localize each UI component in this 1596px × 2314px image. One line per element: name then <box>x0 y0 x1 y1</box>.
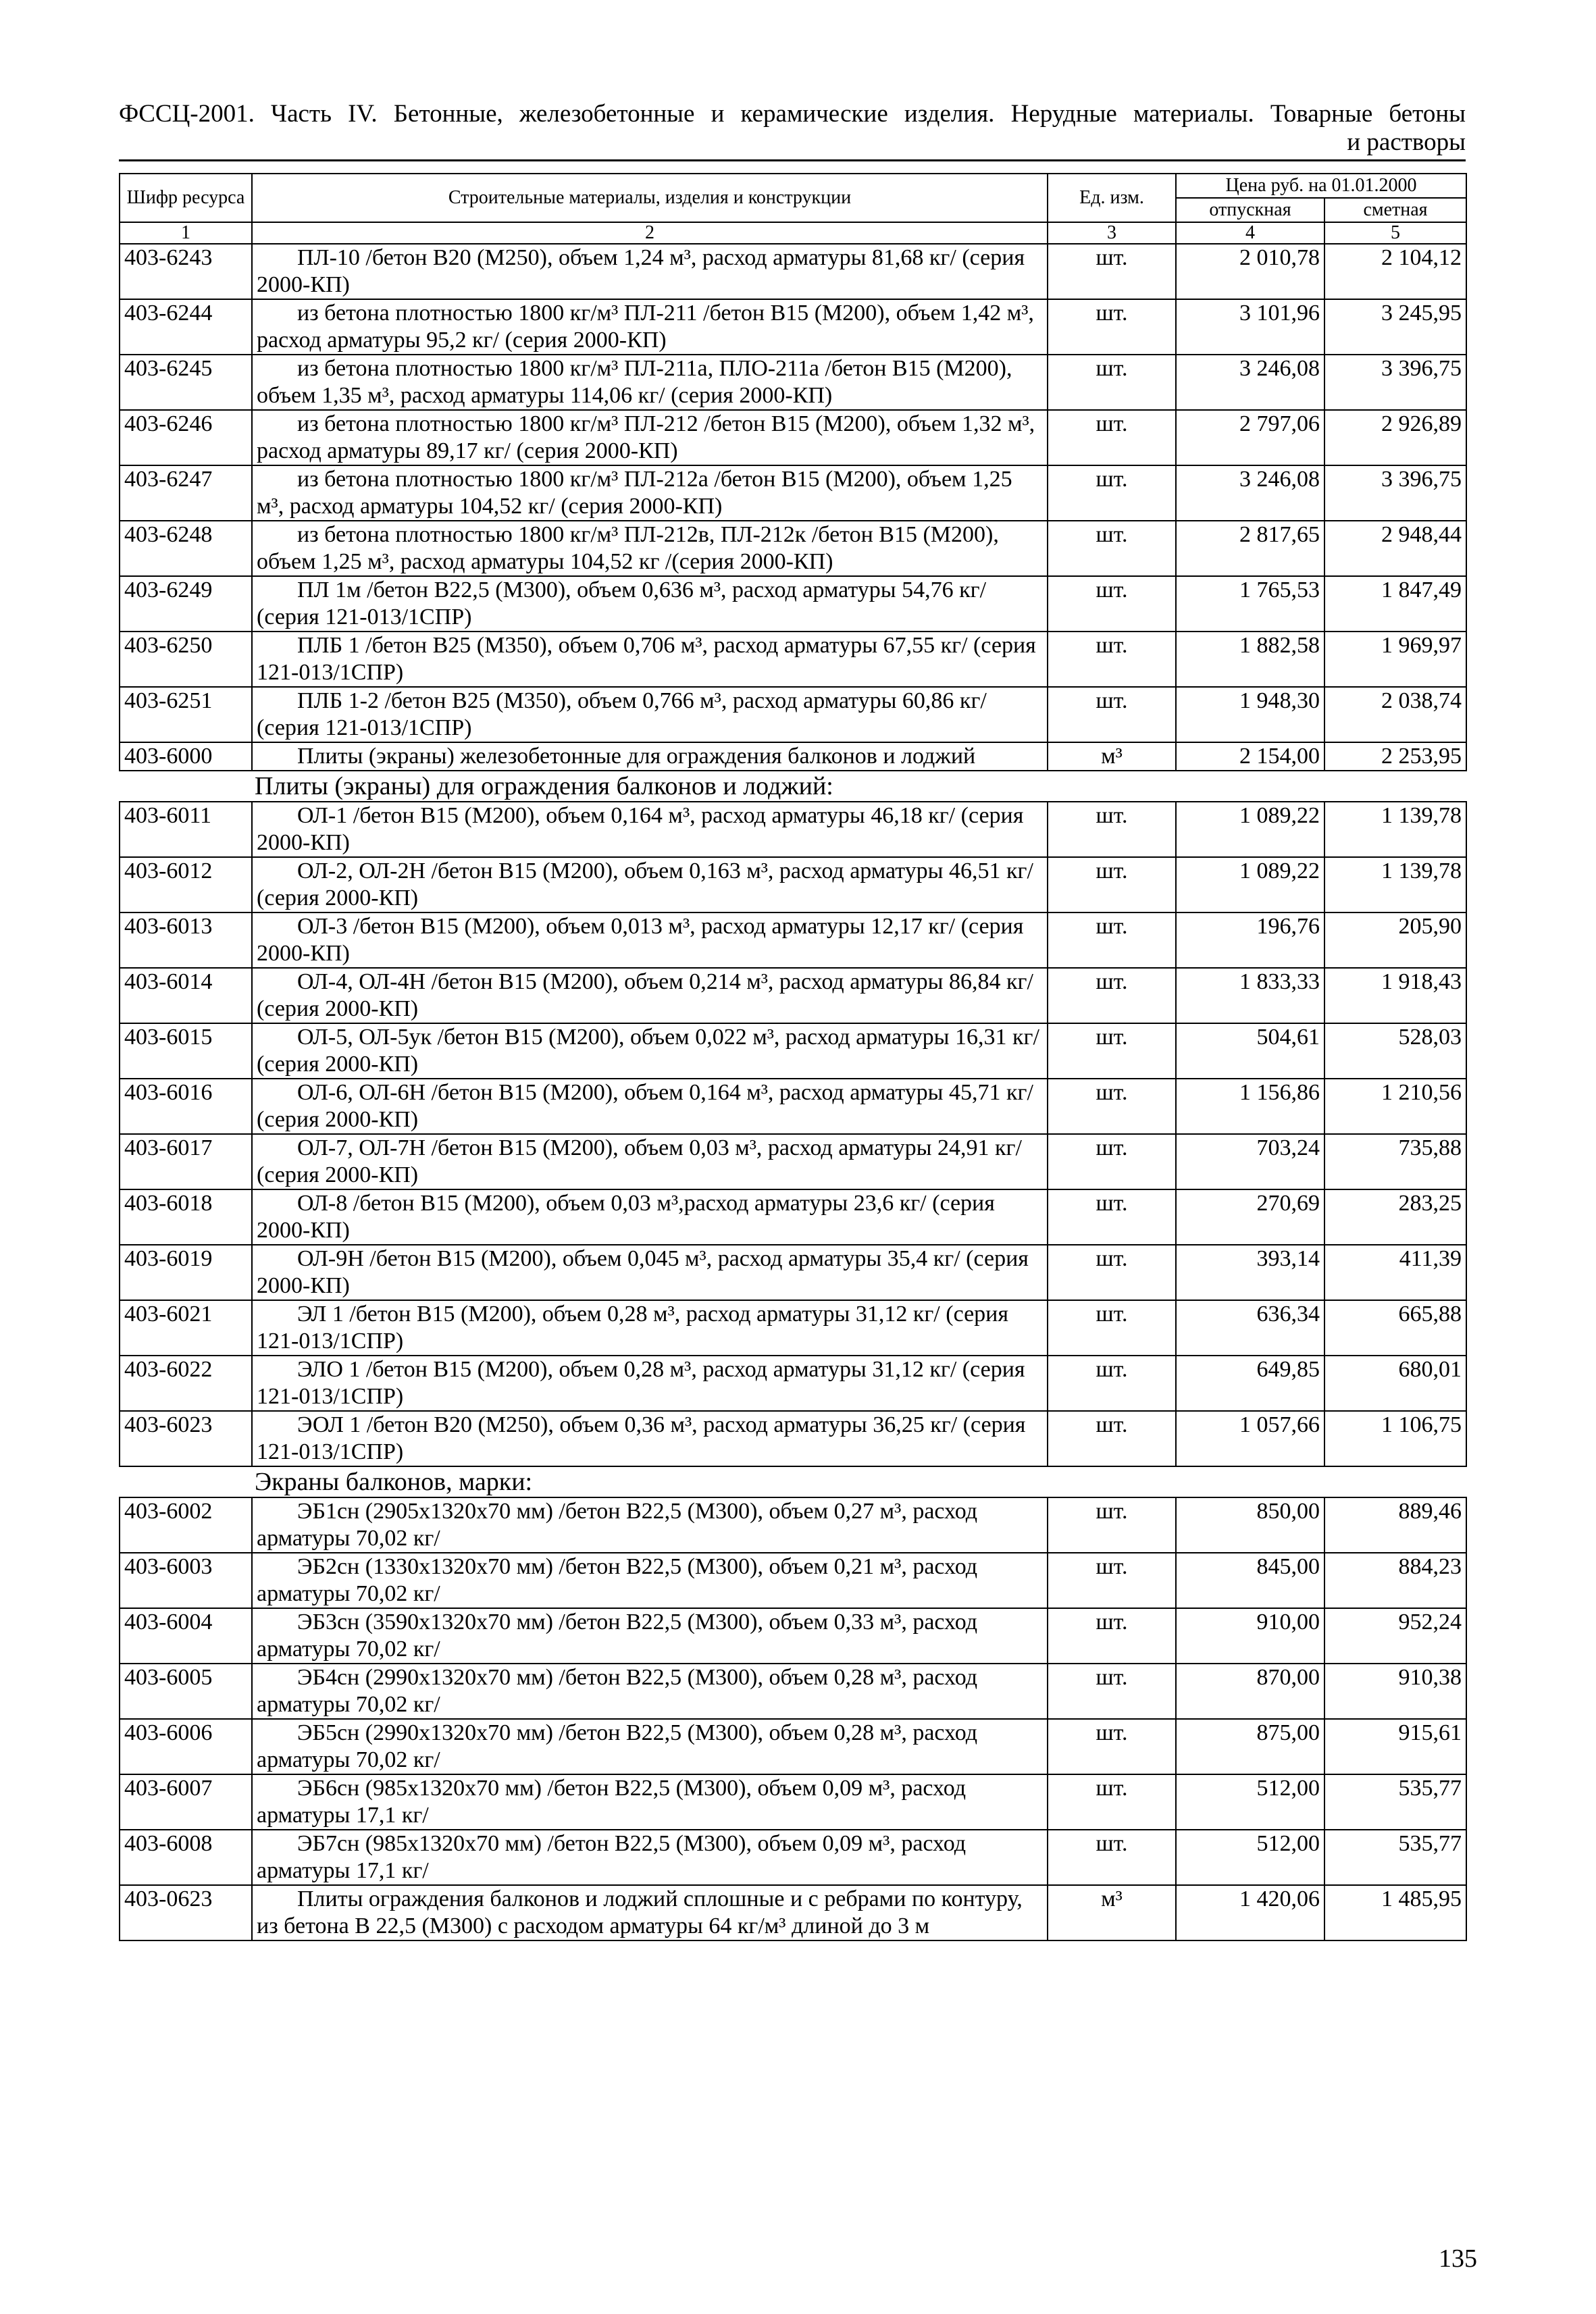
column-header-code: Шифр ресурса <box>120 174 252 222</box>
unit-cell: шт. <box>1048 1023 1176 1079</box>
resource-code-cell: 403-6248 <box>120 521 252 576</box>
unit-cell: шт. <box>1048 1774 1176 1830</box>
unit-cell: шт. <box>1048 576 1176 632</box>
table-row <box>120 244 1466 299</box>
table-row <box>120 1079 1466 1134</box>
release-price-cell: 1 089,22 <box>1176 857 1324 912</box>
resource-code-cell: 403-6249 <box>120 576 252 632</box>
table-row <box>120 1774 1466 1830</box>
resource-code-cell: 403-6023 <box>120 1411 252 1466</box>
estimate-price-cell: 1 210,56 <box>1324 1079 1466 1134</box>
resource-code-cell: 403-6015 <box>120 1023 252 1079</box>
release-price-cell: 2 797,06 <box>1176 410 1324 465</box>
table-row <box>120 632 1466 687</box>
resource-code-cell: 403-6247 <box>120 465 252 521</box>
estimate-price-cell: 528,03 <box>1324 1023 1466 1079</box>
table-row <box>120 912 1466 968</box>
description-cell: ЭБ3сн (3590х1320х70 мм) /бетон В22,5 (М300), объем 0,33 м³, расход арматуры 70,02 кг/ <box>252 1608 1048 1664</box>
resource-code-cell: 403-6018 <box>120 1189 252 1245</box>
resource-code-cell: 403-6000 <box>120 742 252 771</box>
page-number: 135 <box>1439 2244 1477 2273</box>
release-price-cell: 2 817,65 <box>1176 521 1324 576</box>
table-row <box>120 410 1466 465</box>
description-cell: из бетона плотностью 1800 кг/м³ ПЛ-211 /бетон В15 (М200), объем 1,42 м³, расход арматуры 95,2 кг/ (серия 2000-КП) <box>252 299 1048 355</box>
table-row <box>120 1664 1466 1719</box>
resource-code-cell: 403-6246 <box>120 410 252 465</box>
unit-cell: шт. <box>1048 802 1176 857</box>
estimate-price-cell: 1 139,78 <box>1324 857 1466 912</box>
description-cell: ОЛ-6, ОЛ-6Н /бетон В15 (М200), объем 0,164 м³, расход арматуры 45,71 кг/ (серия 2000-КП) <box>252 1079 1048 1134</box>
release-price-cell: 270,69 <box>1176 1189 1324 1245</box>
table-row <box>120 687 1466 742</box>
estimate-price-cell: 680,01 <box>1324 1356 1466 1411</box>
description-cell: Плиты ограждения балконов и лоджий сплошные и с ребрами по контуру, из бетона В 22,5 (М300) с расходом арматуры 64 кг/м³ длиной до 3 м <box>252 1885 1048 1940</box>
section-heading-row <box>120 771 1466 802</box>
estimate-price-cell: 1 969,97 <box>1324 632 1466 687</box>
unit-cell: шт. <box>1048 410 1176 465</box>
unit-cell: шт. <box>1048 1608 1176 1664</box>
estimate-price-cell: 735,88 <box>1324 1134 1466 1189</box>
release-price-cell: 3 246,08 <box>1176 355 1324 410</box>
column-header-description: Строительные материалы, изделия и конструкции <box>252 174 1048 222</box>
description-cell: ОЛ-7, ОЛ-7Н /бетон В15 (М200), объем 0,03 м³, расход арматуры 24,91 кг/ (серия 2000-КП) <box>252 1134 1048 1189</box>
unit-cell: шт. <box>1048 968 1176 1023</box>
table-row <box>120 742 1466 771</box>
table-row <box>120 465 1466 521</box>
section-heading: Экраны балконов, марки: <box>120 1466 1466 1497</box>
estimate-price-cell: 910,38 <box>1324 1664 1466 1719</box>
resource-code-cell: 403-6021 <box>120 1300 252 1356</box>
description-cell: ЭБ5сн (2990х1320х70 мм) /бетон В22,5 (М300), объем 0,28 м³, расход арматуры 70,02 кг/ <box>252 1719 1048 1774</box>
table-row <box>120 857 1466 912</box>
release-price-cell: 2 154,00 <box>1176 742 1324 771</box>
unit-cell: шт. <box>1048 299 1176 355</box>
resource-code-cell: 403-6007 <box>120 1774 252 1830</box>
description-cell: Плиты (экраны) железобетонные для ограждения балконов и лоджий <box>252 742 1048 771</box>
resource-code-cell: 403-6019 <box>120 1245 252 1300</box>
release-price-cell: 910,00 <box>1176 1608 1324 1664</box>
release-price-cell: 1 765,53 <box>1176 576 1324 632</box>
estimate-price-cell: 1 485,95 <box>1324 1885 1466 1940</box>
estimate-price-cell: 535,77 <box>1324 1774 1466 1830</box>
release-price-cell: 1 882,58 <box>1176 632 1324 687</box>
description-cell: ПЛ 1м /бетон В22,5 (М300), объем 0,636 м³, расход арматуры 54,76 кг/ (серия 121-013/1СПР) <box>252 576 1048 632</box>
description-cell: ПЛБ 1-2 /бетон В25 (М350), объем 0,766 м³, расход арматуры 60,86 кг/ (серия 121-013/1СПР) <box>252 687 1048 742</box>
estimate-price-cell: 3 396,75 <box>1324 465 1466 521</box>
estimate-price-cell: 1 918,43 <box>1324 968 1466 1023</box>
table-row <box>120 1245 1466 1300</box>
estimate-price-cell: 411,39 <box>1324 1245 1466 1300</box>
description-cell: ОЛ-5, ОЛ-5ук /бетон В15 (М200), объем 0,022 м³, расход арматуры 16,31 кг/ (серия 2000-КП) <box>252 1023 1048 1079</box>
release-price-cell: 850,00 <box>1176 1497 1324 1553</box>
unit-cell: шт. <box>1048 632 1176 687</box>
resource-code-cell: 403-6002 <box>120 1497 252 1553</box>
release-price-cell: 3 101,96 <box>1176 299 1324 355</box>
table-row <box>120 355 1466 410</box>
unit-cell: шт. <box>1048 912 1176 968</box>
description-cell: ОЛ-4, ОЛ-4Н /бетон В15 (М200), объем 0,214 м³, расход арматуры 86,84 кг/ (серия 2000-КП) <box>252 968 1048 1023</box>
description-cell: из бетона плотностью 1800 кг/м³ ПЛ-212а /бетон В15 (М200), объем 1,25 м³, расход арматуры 104,52 кг/ (серия 2000-КП) <box>252 465 1048 521</box>
description-cell: из бетона плотностью 1800 кг/м³ ПЛ-212 /бетон В15 (М200), объем 1,32 м³, расход арматуры 89,17 кг/ (серия 2000-КП) <box>252 410 1048 465</box>
unit-cell: шт. <box>1048 1245 1176 1300</box>
table-row <box>120 968 1466 1023</box>
unit-cell: шт. <box>1048 1664 1176 1719</box>
release-price-cell: 1 420,06 <box>1176 1885 1324 1940</box>
estimate-price-cell: 2 253,95 <box>1324 742 1466 771</box>
header-rule <box>119 159 1466 161</box>
column-number: 4 <box>1176 222 1324 244</box>
description-cell: ЭБ2сн (1330х1320х70 мм) /бетон В22,5 (М300), объем 0,21 м³, расход арматуры 70,02 кг/ <box>252 1553 1048 1608</box>
release-price-cell: 1 833,33 <box>1176 968 1324 1023</box>
table-row <box>120 1719 1466 1774</box>
page-header <box>119 100 1466 157</box>
resource-code-cell: 403-6004 <box>120 1608 252 1664</box>
resource-code-cell: 403-6011 <box>120 802 252 857</box>
resource-code-cell: 403-6244 <box>120 299 252 355</box>
description-cell: ПЛБ 1 /бетон В25 (М350), объем 0,706 м³, расход арматуры 67,55 кг/ (серия 121-013/1СПР) <box>252 632 1048 687</box>
resource-code-cell: 403-6012 <box>120 857 252 912</box>
resource-code-cell: 403-6245 <box>120 355 252 410</box>
description-cell: ЭЛ 1 /бетон В15 (М200), объем 0,28 м³, расход арматуры 31,12 кг/ (серия 121-013/1СПР) <box>252 1300 1048 1356</box>
resource-code-cell: 403-6250 <box>120 632 252 687</box>
description-cell: из бетона плотностью 1800 кг/м³ ПЛ-211а, ПЛО-211а /бетон В15 (М200), объем 1,35 м³, расход арматуры 114,06 кг/ (серия 2000-КП) <box>252 355 1048 410</box>
column-header-price: Цена руб. на 01.01.2000 <box>1176 174 1466 198</box>
description-cell: ОЛ-2, ОЛ-2Н /бетон В15 (М200), объем 0,163 м³, расход арматуры 46,51 кг/ (серия 2000-КП) <box>252 857 1048 912</box>
resource-code-cell: 403-6022 <box>120 1356 252 1411</box>
release-price-cell: 649,85 <box>1176 1356 1324 1411</box>
unit-cell: шт. <box>1048 1553 1176 1608</box>
unit-cell: шт. <box>1048 521 1176 576</box>
resource-code-cell: 403-6013 <box>120 912 252 968</box>
description-cell: ПЛ-10 /бетон В20 (М250), объем 1,24 м³, расход арматуры 81,68 кг/ (серия 2000-КП) <box>252 244 1048 299</box>
release-price-cell: 512,00 <box>1176 1774 1324 1830</box>
release-price-cell: 1 156,86 <box>1176 1079 1324 1134</box>
release-price-cell: 870,00 <box>1176 1664 1324 1719</box>
release-price-cell: 512,00 <box>1176 1830 1324 1885</box>
unit-cell: м³ <box>1048 742 1176 771</box>
table-body <box>120 244 1466 1940</box>
description-cell: ОЛ-3 /бетон В15 (М200), объем 0,013 м³, расход арматуры 12,17 кг/ (серия 2000-КП) <box>252 912 1048 968</box>
unit-cell: шт. <box>1048 1134 1176 1189</box>
resource-code-cell: 403-6251 <box>120 687 252 742</box>
resource-code-cell: 403-6003 <box>120 1553 252 1608</box>
column-number: 5 <box>1324 222 1466 244</box>
table-row <box>120 299 1466 355</box>
release-price-cell: 393,14 <box>1176 1245 1324 1300</box>
release-price-cell: 1 057,66 <box>1176 1411 1324 1466</box>
resource-code-cell: 403-6016 <box>120 1079 252 1134</box>
unit-cell: шт. <box>1048 1411 1176 1466</box>
resource-code-cell: 403-0623 <box>120 1885 252 1940</box>
estimate-price-cell: 535,77 <box>1324 1830 1466 1885</box>
description-cell: ОЛ-8 /бетон В15 (М200), объем 0,03 м³,расход арматуры 23,6 кг/ (серия 2000-КП) <box>252 1189 1048 1245</box>
column-number: 1 <box>120 222 252 244</box>
estimate-price-cell: 2 104,12 <box>1324 244 1466 299</box>
estimate-price-cell: 952,24 <box>1324 1608 1466 1664</box>
price-table <box>119 173 1467 1941</box>
table-row <box>120 1411 1466 1466</box>
table-row <box>120 802 1466 857</box>
release-price-cell: 636,34 <box>1176 1300 1324 1356</box>
estimate-price-cell: 889,46 <box>1324 1497 1466 1553</box>
resource-code-cell: 403-6017 <box>120 1134 252 1189</box>
unit-cell: шт. <box>1048 465 1176 521</box>
unit-cell: шт. <box>1048 1719 1176 1774</box>
header-title-continued: и растворы <box>1347 128 1466 156</box>
unit-cell: шт. <box>1048 687 1176 742</box>
table-row <box>120 1300 1466 1356</box>
estimate-price-cell: 1 106,75 <box>1324 1411 1466 1466</box>
unit-cell: шт. <box>1048 1079 1176 1134</box>
unit-cell: шт. <box>1048 1497 1176 1553</box>
column-number: 3 <box>1048 222 1176 244</box>
section-heading-row <box>120 1466 1466 1497</box>
resource-code-cell: 403-6005 <box>120 1664 252 1719</box>
table-row <box>120 521 1466 576</box>
description-cell: ЭБ7сн (985х1320х70 мм) /бетон В22,5 (М300), объем 0,09 м³, расход арматуры 17,1 кг/ <box>252 1830 1048 1885</box>
resource-code-cell: 403-6243 <box>120 244 252 299</box>
estimate-price-cell: 1 847,49 <box>1324 576 1466 632</box>
unit-cell: шт. <box>1048 244 1176 299</box>
table-row <box>120 1189 1466 1245</box>
unit-cell: м³ <box>1048 1885 1176 1940</box>
estimate-price-cell: 3 245,95 <box>1324 299 1466 355</box>
unit-cell: шт. <box>1048 1300 1176 1356</box>
estimate-price-cell: 1 139,78 <box>1324 802 1466 857</box>
description-cell: ЭОЛ 1 /бетон В20 (М250), объем 0,36 м³, расход арматуры 36,25 кг/ (серия 121-013/1СПР) <box>252 1411 1048 1466</box>
column-number: 2 <box>252 222 1048 244</box>
header-title: ФССЦ-2001. Часть IV. Бетонные, железобетонные и керамические изделия. Нерудные материалы. Товарные бетоны <box>119 100 1466 128</box>
unit-cell: шт. <box>1048 355 1176 410</box>
resource-code-cell: 403-6006 <box>120 1719 252 1774</box>
release-price-cell: 703,24 <box>1176 1134 1324 1189</box>
unit-cell: шт. <box>1048 857 1176 912</box>
estimate-price-cell: 2 926,89 <box>1324 410 1466 465</box>
release-price-cell: 196,76 <box>1176 912 1324 968</box>
table-row <box>120 1553 1466 1608</box>
table-row <box>120 1885 1466 1940</box>
table-row <box>120 1497 1466 1553</box>
estimate-price-cell: 915,61 <box>1324 1719 1466 1774</box>
description-cell: ОЛ-1 /бетон В15 (М200), объем 0,164 м³, расход арматуры 46,18 кг/ (серия 2000-КП) <box>252 802 1048 857</box>
estimate-price-cell: 283,25 <box>1324 1189 1466 1245</box>
release-price-cell: 1 948,30 <box>1176 687 1324 742</box>
table-row <box>120 1356 1466 1411</box>
unit-cell: шт. <box>1048 1189 1176 1245</box>
release-price-cell: 2 010,78 <box>1176 244 1324 299</box>
estimate-price-cell: 884,23 <box>1324 1553 1466 1608</box>
table-row <box>120 1608 1466 1664</box>
description-cell: из бетона плотностью 1800 кг/м³ ПЛ-212в, ПЛ-212к /бетон В15 (М200), объем 1,25 м³, расход арматуры 104,52 кг /(серия 2000-КП) <box>252 521 1048 576</box>
estimate-price-cell: 665,88 <box>1324 1300 1466 1356</box>
description-cell: ОЛ-9Н /бетон В15 (М200), объем 0,045 м³, расход арматуры 35,4 кг/ (серия 2000-КП) <box>252 1245 1048 1300</box>
description-cell: ЭЛО 1 /бетон В15 (М200), объем 0,28 м³, расход арматуры 31,12 кг/ (серия 121-013/1СПР) <box>252 1356 1048 1411</box>
table-row <box>120 1023 1466 1079</box>
release-price-cell: 3 246,08 <box>1176 465 1324 521</box>
release-price-cell: 1 089,22 <box>1176 802 1324 857</box>
release-price-cell: 504,61 <box>1176 1023 1324 1079</box>
section-heading: Плиты (экраны) для ограждения балконов и лоджий: <box>120 771 1466 802</box>
table-row <box>120 1134 1466 1189</box>
release-price-cell: 875,00 <box>1176 1719 1324 1774</box>
description-cell: ЭБ6сн (985х1320х70 мм) /бетон В22,5 (М300), объем 0,09 м³, расход арматуры 17,1 кг/ <box>252 1774 1048 1830</box>
unit-cell: шт. <box>1048 1356 1176 1411</box>
resource-code-cell: 403-6014 <box>120 968 252 1023</box>
estimate-price-cell: 3 396,75 <box>1324 355 1466 410</box>
column-header-estimate-price: сметная <box>1324 198 1466 222</box>
estimate-price-cell: 2 038,74 <box>1324 687 1466 742</box>
release-price-cell: 845,00 <box>1176 1553 1324 1608</box>
estimate-price-cell: 205,90 <box>1324 912 1466 968</box>
column-header-release-price: отпускная <box>1176 198 1324 222</box>
description-cell: ЭБ1сн (2905х1320х70 мм) /бетон В22,5 (М300), объем 0,27 м³, расход арматуры 70,02 кг/ <box>252 1497 1048 1553</box>
unit-cell: шт. <box>1048 1830 1176 1885</box>
estimate-price-cell: 2 948,44 <box>1324 521 1466 576</box>
table-row <box>120 576 1466 632</box>
table-row <box>120 1830 1466 1885</box>
description-cell: ЭБ4сн (2990х1320х70 мм) /бетон В22,5 (М300), объем 0,28 м³, расход арматуры 70,02 кг/ <box>252 1664 1048 1719</box>
resource-code-cell: 403-6008 <box>120 1830 252 1885</box>
column-header-unit: Ед. изм. <box>1048 174 1176 222</box>
